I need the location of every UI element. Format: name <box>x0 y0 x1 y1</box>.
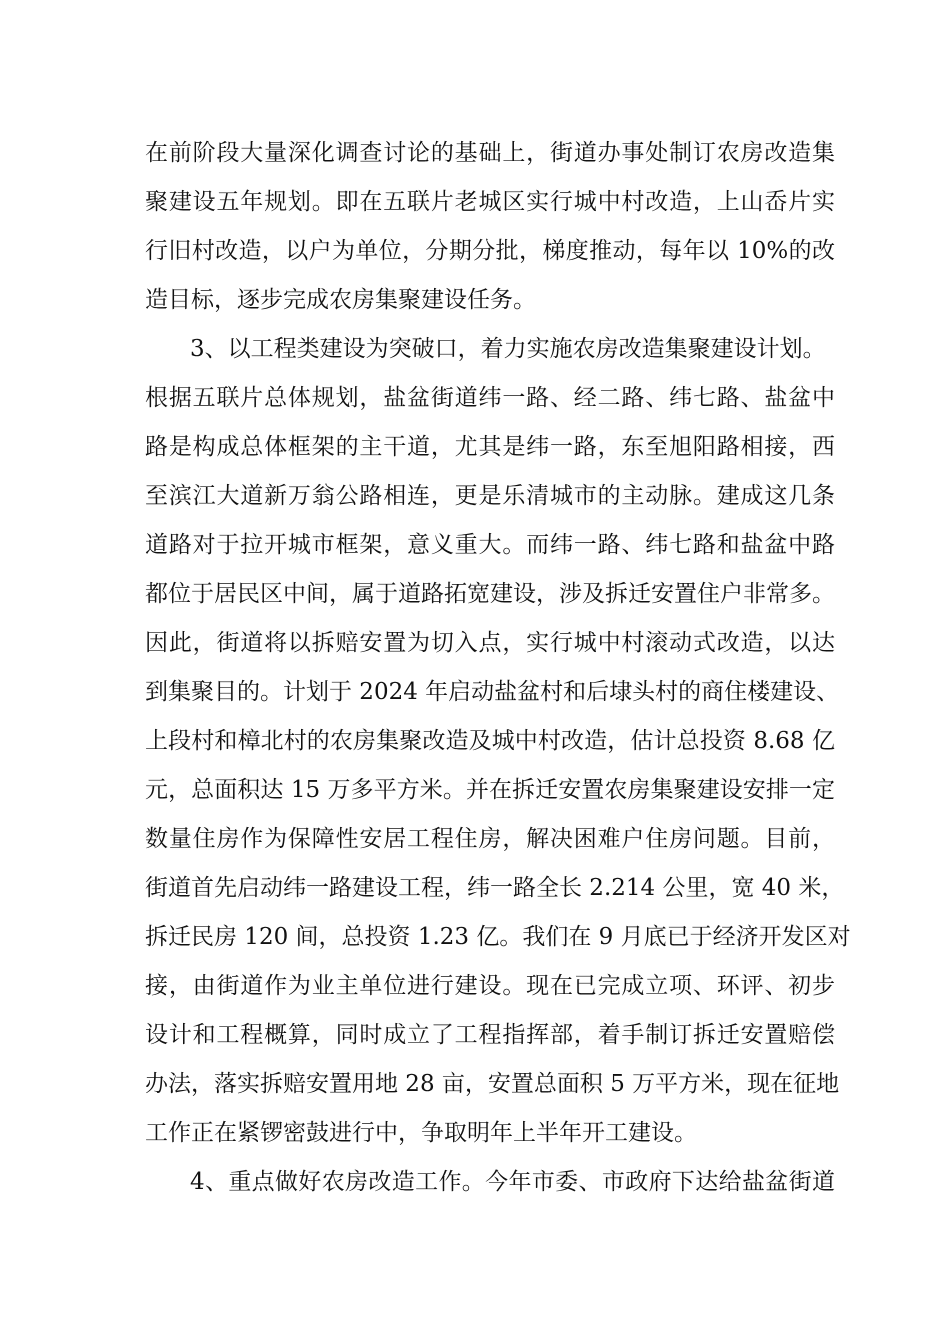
text-line: 路是构成总体框架的主干道，尤其是纬一路，东至旭阳路相接，西 <box>145 434 835 460</box>
section-heading-4: 4、重点做好农房改造工作。今年市委、市政府下达给盐盆街道 <box>190 1169 835 1195</box>
text-line: 接，由街道作为业主单位进行建设。现在已完成立项、环评、初步 <box>145 973 835 999</box>
text-line: 办法，落实拆赔安置用地 28 亩，安置总面积 5 万平方米，现在征地 <box>145 1071 840 1097</box>
text-line: 拆迁民房 120 间，总投资 1.23 亿。我们在 9 月底已于经济开发区对 <box>145 924 851 950</box>
text-line: 至滨江大道新万翁公路相连，更是乐清城市的主动脉。建成这几条 <box>145 483 835 509</box>
text-line: 上段村和樟北村的农房集聚改造及城中村改造，估计总投资 8.68 亿 <box>145 728 835 754</box>
text-line: 工作正在紧锣密鼓进行中，争取明年上半年开工建设。 <box>145 1120 697 1146</box>
text-line: 到集聚目的。计划于 2024 年启动盐盆村和后埭头村的商住楼建设、 <box>145 679 840 705</box>
text-line: 聚建设五年规划。即在五联片老城区实行城中村改造，上山岙片实 <box>145 189 835 215</box>
text-line: 根据五联片总体规划，盐盆街道纬一路、经二路、纬七路、盐盆中 <box>145 385 835 411</box>
text-line: 设计和工程概算，同时成立了工程指挥部，着手制订拆迁安置赔偿 <box>145 1022 835 1048</box>
text-line: 元，总面积达 15 万多平方米。并在拆迁安置农房集聚建设安排一定 <box>145 777 835 803</box>
text-line: 在前阶段大量深化调查讨论的基础上，街道办事处制订农房改造集 <box>145 140 835 166</box>
section-heading-3: 3、以工程类建设为突破口，着力实施农房改造集聚建设计划。 <box>190 336 826 362</box>
text-line: 行旧村改造，以户为单位，分期分批，梯度推动，每年以 10%的改 <box>145 238 835 264</box>
text-line: 造目标，逐步完成农房集聚建设任务。 <box>145 287 536 313</box>
text-line: 道路对于拉开城市框架，意义重大。而纬一路、纬七路和盐盆中路 <box>145 532 835 558</box>
text-line: 街道首先启动纬一路建设工程，纬一路全长 2.214 公里，宽 40 米， <box>145 875 845 901</box>
text-line: 数量住房作为保障性安居工程住房，解决困难户住房问题。目前， <box>145 826 835 852</box>
text-line: 因此，街道将以拆赔安置为切入点，实行城中村滚动式改造，以达 <box>145 630 835 656</box>
text-line: 都位于居民区中间，属于道路拓宽建设，涉及拆迁安置住户非常多。 <box>145 581 835 607</box>
